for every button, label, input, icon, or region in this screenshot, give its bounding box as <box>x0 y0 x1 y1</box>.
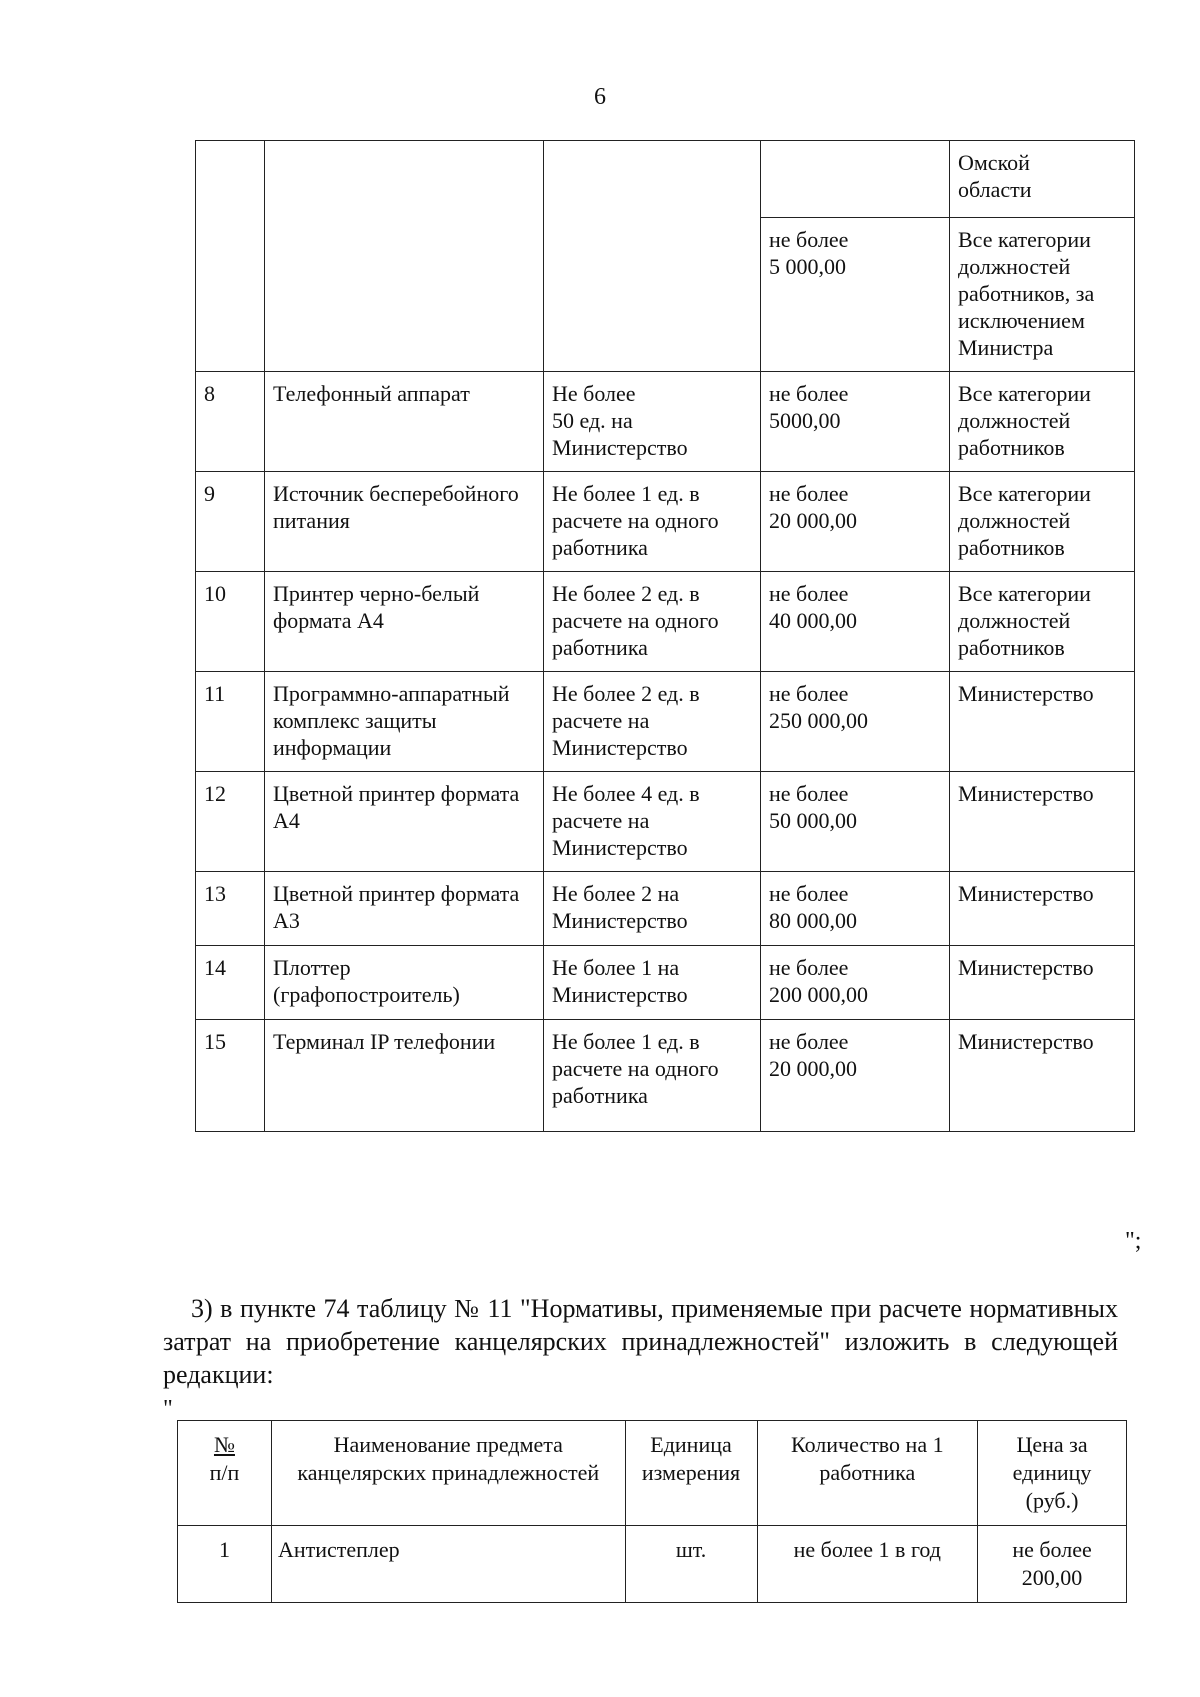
quantity-cell: Не более 50 ед. на Министерство <box>544 372 761 472</box>
header-unit: Единица измерения <box>625 1421 757 1526</box>
row-number-cell: 10 <box>196 572 265 672</box>
price-cell: не более 250 000,00 <box>761 672 950 772</box>
table-row <box>196 1020 1135 1132</box>
item-name-cell: Принтер черно-белый формата А4 <box>265 572 544 672</box>
row-number-cell <box>196 141 265 372</box>
quantity-cell: Не более 1 на Министерство <box>544 946 761 1020</box>
item-name-cell: Цветной принтер формата А4 <box>265 772 544 872</box>
table-row <box>196 372 1135 472</box>
price-cell: не более 20 000,00 <box>761 1020 950 1132</box>
quantity-cell: Не более 2 ед. в расчете на Министерство <box>544 672 761 772</box>
table-row <box>196 572 1135 672</box>
row-number-cell: 9 <box>196 472 265 572</box>
category-cell: Министерство <box>950 772 1135 872</box>
item-name-cell: Цветной принтер формата А3 <box>265 872 544 946</box>
item-name-cell: Терминал IP телефонии <box>265 1020 544 1132</box>
item-name-cell: Плоттер (графопостроитель) <box>265 946 544 1020</box>
row-number-cell: 15 <box>196 1020 265 1132</box>
table-row <box>196 872 1135 946</box>
price-cell: не более 20 000,00 <box>761 472 950 572</box>
row-number-cell: 8 <box>196 372 265 472</box>
table-row <box>196 472 1135 572</box>
table-header-row <box>178 1421 1127 1526</box>
quantity-cell <box>544 141 761 372</box>
header-number <box>178 1421 272 1526</box>
header-price: Цена за единицу (руб.) <box>978 1421 1127 1526</box>
quantity-cell: Не более 2 на Министерство <box>544 872 761 946</box>
price-cell: не более 80 000,00 <box>761 872 950 946</box>
category-cell: Министерство <box>950 872 1135 946</box>
table-row <box>196 946 1135 1020</box>
price-cell <box>761 141 950 218</box>
price-cell: не более 5000,00 <box>761 372 950 472</box>
quantity-cell: Не более 4 ед. в расчете на Министерство <box>544 772 761 872</box>
quantity-cell: не более 1 в год <box>757 1526 978 1603</box>
price-cell: не более 40 000,00 <box>761 572 950 672</box>
category-cell: Министерство <box>950 1020 1135 1132</box>
stationery-norms-table <box>177 1420 1127 1603</box>
category-cell: Все категории должностей работников <box>950 572 1135 672</box>
row-number-cell: 13 <box>196 872 265 946</box>
category-cell: Министерство <box>950 946 1135 1020</box>
row-number-cell: 11 <box>196 672 265 772</box>
category-cell: Министерство <box>950 672 1135 772</box>
closing-quote: "; <box>1125 1228 1142 1254</box>
table-row <box>196 772 1135 872</box>
item-name-cell: Телефонный аппарат <box>265 372 544 472</box>
category-cell: Все категории должностей работников <box>950 372 1135 472</box>
page-number: 6 <box>594 84 606 110</box>
table-row <box>196 141 1135 218</box>
quantity-cell: Не более 1 ед. в расчете на одного работника <box>544 1020 761 1132</box>
table-row <box>178 1526 1127 1603</box>
row-number-cell: 1 <box>178 1526 272 1603</box>
equipment-norms-table <box>195 140 1135 1132</box>
row-number-cell: 12 <box>196 772 265 872</box>
header-item-name: Наименование предмета канцелярских принадлежностей <box>271 1421 625 1526</box>
header-number-sub: п/п <box>209 1460 240 1485</box>
category-cell: Все категории должностей работников, за исключением Министра <box>950 218 1135 372</box>
opening-quote: " <box>163 1396 173 1422</box>
amendment-paragraph: 3) в пункте 74 таблицу № 11 "Нормативы, применяемые при расчете нормативных затрат на приобретение канцелярских принадлежностей" изложить в следующей редакции: <box>163 1294 1118 1389</box>
table-row <box>196 672 1135 772</box>
item-name-cell <box>265 141 544 372</box>
category-cell: Омской области <box>950 141 1135 218</box>
item-name-cell: Источник бесперебойного питания <box>265 472 544 572</box>
unit-cell: шт. <box>625 1526 757 1603</box>
quantity-cell: Не более 1 ед. в расчете на одного работника <box>544 472 761 572</box>
quantity-cell: Не более 2 ед. в расчете на одного работника <box>544 572 761 672</box>
category-cell: Все категории должностей работников <box>950 472 1135 572</box>
item-name-cell: Программно-аппаратный комплекс защиты информации <box>265 672 544 772</box>
header-quantity: Количество на 1 работника <box>757 1421 978 1526</box>
price-cell: не более 5 000,00 <box>761 218 950 372</box>
header-number-sign: № <box>213 1432 235 1457</box>
row-number-cell: 14 <box>196 946 265 1020</box>
price-cell: не более 200,00 <box>978 1526 1127 1603</box>
price-cell: не более 200 000,00 <box>761 946 950 1020</box>
item-name-cell: Антистеплер <box>271 1526 625 1603</box>
price-cell: не более 50 000,00 <box>761 772 950 872</box>
